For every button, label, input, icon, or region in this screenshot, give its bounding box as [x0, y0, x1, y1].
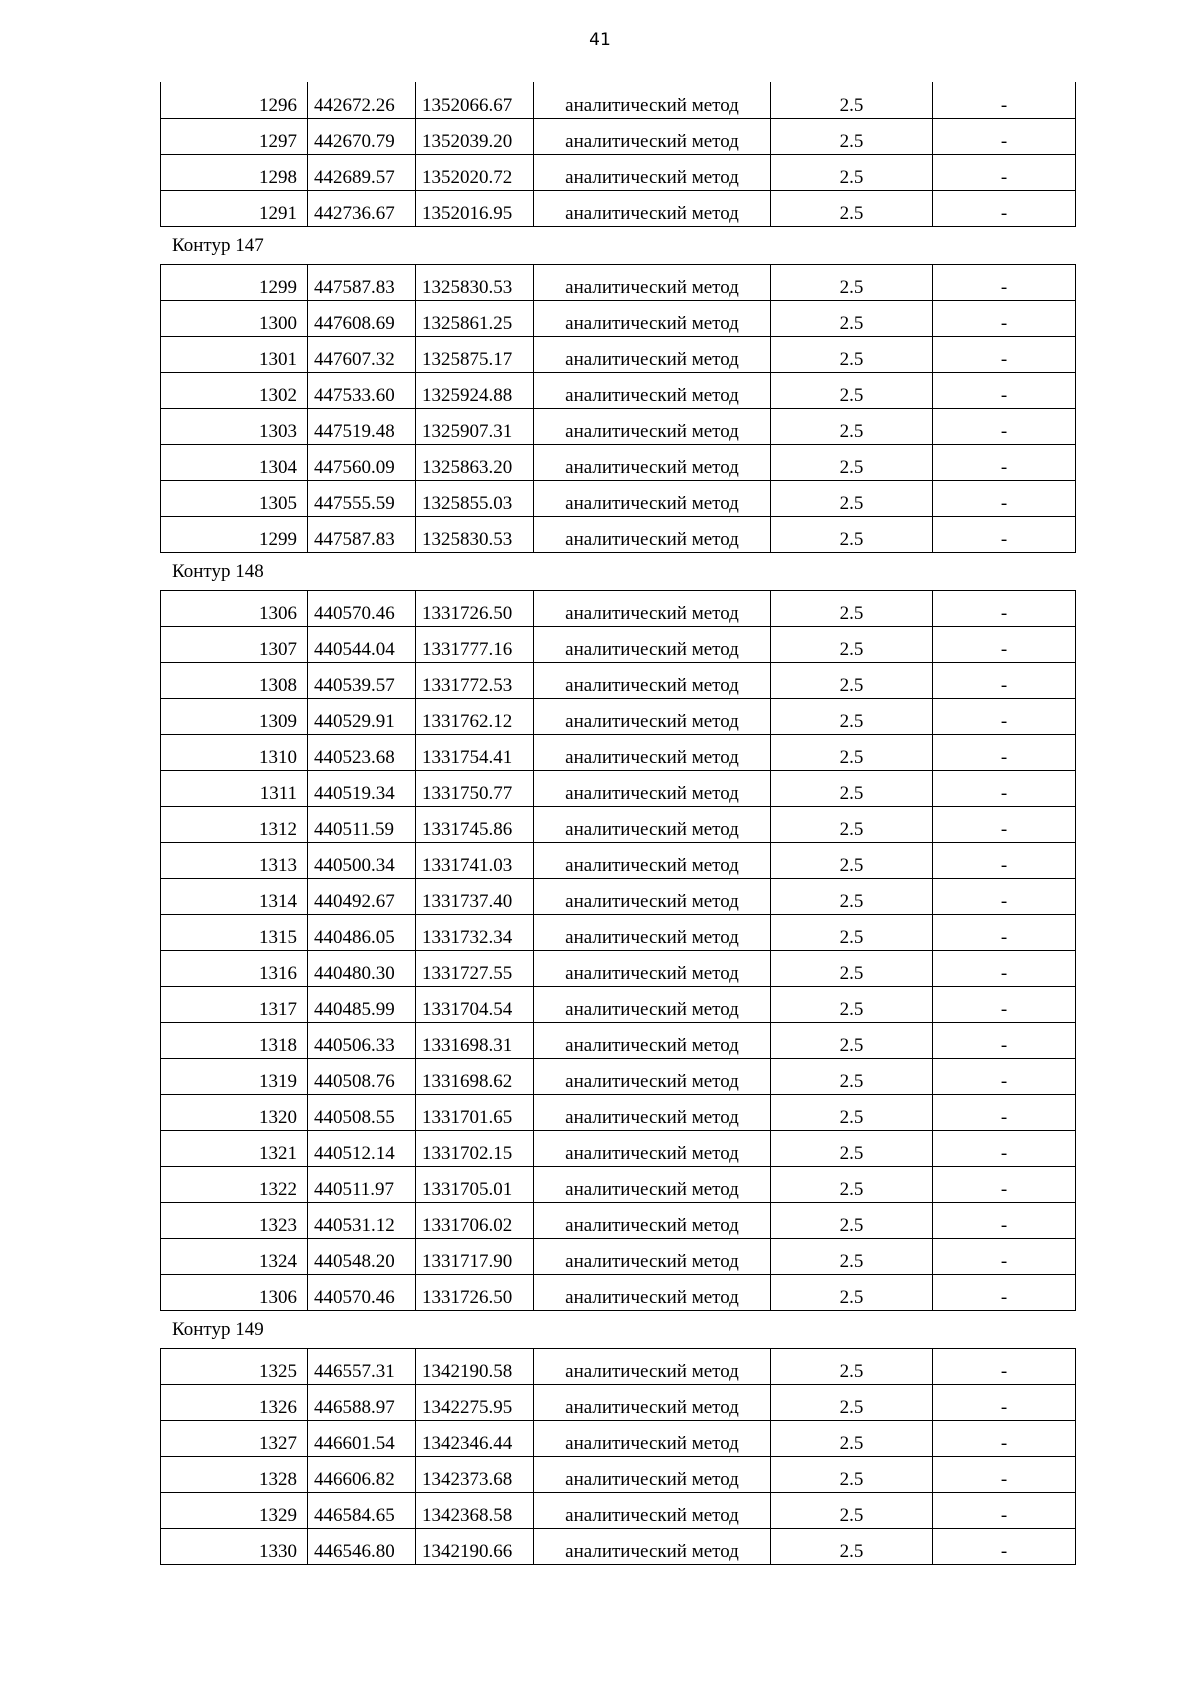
point-number-cell: 1296: [161, 82, 308, 118]
point-number-cell: 1329: [161, 1492, 308, 1528]
point-number-cell: 1306: [161, 590, 308, 626]
accuracy-cell: 2.5: [771, 118, 933, 154]
description-cell: -: [933, 914, 1076, 950]
y-coordinate-cell: 1331750.77: [416, 770, 534, 806]
table-row: [161, 1456, 1076, 1492]
table-row: [161, 806, 1076, 842]
y-coordinate-cell: 1342275.95: [416, 1384, 534, 1420]
y-coordinate-cell: 1352039.20: [416, 118, 534, 154]
y-coordinate-cell: 1325924.88: [416, 372, 534, 408]
description-cell: -: [933, 516, 1076, 552]
description-cell: -: [933, 1348, 1076, 1384]
contour-coordinates-table: [160, 590, 1076, 1311]
y-coordinate-cell: 1325907.31: [416, 408, 534, 444]
accuracy-cell: 2.5: [771, 300, 933, 336]
method-cell: аналитический метод: [534, 950, 771, 986]
point-number-cell: 1321: [161, 1130, 308, 1166]
description-cell: -: [933, 986, 1076, 1022]
x-coordinate-cell: 447560.09: [308, 444, 416, 480]
method-cell: аналитический метод: [534, 336, 771, 372]
table-row: [161, 1274, 1076, 1310]
accuracy-cell: 2.5: [771, 1528, 933, 1564]
point-number-cell: 1302: [161, 372, 308, 408]
x-coordinate-cell: 440570.46: [308, 1274, 416, 1310]
x-coordinate-cell: 446584.65: [308, 1492, 416, 1528]
accuracy-cell: 2.5: [771, 264, 933, 300]
description-cell: -: [933, 154, 1076, 190]
method-cell: аналитический метод: [534, 300, 771, 336]
accuracy-cell: 2.5: [771, 1166, 933, 1202]
description-cell: -: [933, 444, 1076, 480]
accuracy-cell: 2.5: [771, 806, 933, 842]
x-coordinate-cell: 446601.54: [308, 1420, 416, 1456]
method-cell: аналитический метод: [534, 734, 771, 770]
method-cell: аналитический метод: [534, 190, 771, 226]
contour-coordinates-table: [160, 1348, 1076, 1565]
table-row: [161, 1022, 1076, 1058]
table-row: [161, 914, 1076, 950]
accuracy-cell: 2.5: [771, 626, 933, 662]
method-cell: аналитический метод: [534, 444, 771, 480]
y-coordinate-cell: 1352016.95: [416, 190, 534, 226]
y-coordinate-cell: 1331741.03: [416, 842, 534, 878]
point-number-cell: 1327: [161, 1420, 308, 1456]
method-cell: аналитический метод: [534, 1130, 771, 1166]
table-row: [161, 480, 1076, 516]
description-cell: -: [933, 190, 1076, 226]
accuracy-cell: 2.5: [771, 986, 933, 1022]
accuracy-cell: 2.5: [771, 336, 933, 372]
description-cell: -: [933, 336, 1076, 372]
table-row: [161, 1166, 1076, 1202]
method-cell: аналитический метод: [534, 82, 771, 118]
point-number-cell: 1315: [161, 914, 308, 950]
x-coordinate-cell: 440508.76: [308, 1058, 416, 1094]
description-cell: -: [933, 1202, 1076, 1238]
description-cell: -: [933, 806, 1076, 842]
description-cell: -: [933, 408, 1076, 444]
y-coordinate-cell: 1352066.67: [416, 82, 534, 118]
table-row: [161, 154, 1076, 190]
table-row: [161, 190, 1076, 226]
x-coordinate-cell: 440529.91: [308, 698, 416, 734]
point-number-cell: 1323: [161, 1202, 308, 1238]
accuracy-cell: 2.5: [771, 82, 933, 118]
y-coordinate-cell: 1325855.03: [416, 480, 534, 516]
y-coordinate-cell: 1325875.17: [416, 336, 534, 372]
x-coordinate-cell: 440480.30: [308, 950, 416, 986]
x-coordinate-cell: 442689.57: [308, 154, 416, 190]
method-cell: аналитический метод: [534, 662, 771, 698]
table-row: [161, 662, 1076, 698]
point-number-cell: 1325: [161, 1348, 308, 1384]
description-cell: -: [933, 1492, 1076, 1528]
y-coordinate-cell: 1331745.86: [416, 806, 534, 842]
accuracy-cell: 2.5: [771, 1456, 933, 1492]
x-coordinate-cell: 446557.31: [308, 1348, 416, 1384]
description-cell: -: [933, 950, 1076, 986]
x-coordinate-cell: 440485.99: [308, 986, 416, 1022]
accuracy-cell: 2.5: [771, 950, 933, 986]
table-row: [161, 770, 1076, 806]
x-coordinate-cell: 440519.34: [308, 770, 416, 806]
description-cell: -: [933, 698, 1076, 734]
table-row: [161, 590, 1076, 626]
table-row: [161, 1238, 1076, 1274]
method-cell: аналитический метод: [534, 480, 771, 516]
y-coordinate-cell: 1331727.55: [416, 950, 534, 986]
point-number-cell: 1305: [161, 480, 308, 516]
method-cell: аналитический метод: [534, 1420, 771, 1456]
x-coordinate-cell: 440511.59: [308, 806, 416, 842]
accuracy-cell: 2.5: [771, 408, 933, 444]
point-number-cell: 1312: [161, 806, 308, 842]
point-number-cell: 1322: [161, 1166, 308, 1202]
method-cell: аналитический метод: [534, 986, 771, 1022]
point-number-cell: 1311: [161, 770, 308, 806]
description-cell: -: [933, 118, 1076, 154]
description-cell: -: [933, 1166, 1076, 1202]
y-coordinate-cell: 1342190.58: [416, 1348, 534, 1384]
point-number-cell: 1328: [161, 1456, 308, 1492]
x-coordinate-cell: 447608.69: [308, 300, 416, 336]
method-cell: аналитический метод: [534, 626, 771, 662]
y-coordinate-cell: 1325830.53: [416, 264, 534, 300]
page-number: 41: [589, 30, 611, 50]
description-cell: -: [933, 1058, 1076, 1094]
y-coordinate-cell: 1342368.58: [416, 1492, 534, 1528]
method-cell: аналитический метод: [534, 118, 771, 154]
table-row: [161, 734, 1076, 770]
accuracy-cell: 2.5: [771, 662, 933, 698]
table-row: [161, 1384, 1076, 1420]
table-row: [161, 1348, 1076, 1384]
x-coordinate-cell: 446606.82: [308, 1456, 416, 1492]
point-number-cell: 1313: [161, 842, 308, 878]
description-cell: -: [933, 590, 1076, 626]
x-coordinate-cell: 440508.55: [308, 1094, 416, 1130]
continued-coordinates-table: [160, 82, 1076, 227]
x-coordinate-cell: 447587.83: [308, 264, 416, 300]
accuracy-cell: 2.5: [771, 154, 933, 190]
accuracy-cell: 2.5: [771, 516, 933, 552]
point-number-cell: 1316: [161, 950, 308, 986]
point-number-cell: 1299: [161, 264, 308, 300]
x-coordinate-cell: 440539.57: [308, 662, 416, 698]
accuracy-cell: 2.5: [771, 914, 933, 950]
method-cell: аналитический метод: [534, 264, 771, 300]
coordinates-document: [160, 82, 1075, 1565]
method-cell: аналитический метод: [534, 154, 771, 190]
point-number-cell: 1304: [161, 444, 308, 480]
y-coordinate-cell: 1325863.20: [416, 444, 534, 480]
method-cell: аналитический метод: [534, 1058, 771, 1094]
description-cell: -: [933, 662, 1076, 698]
table-row: [161, 1528, 1076, 1564]
table-row: [161, 1130, 1076, 1166]
x-coordinate-cell: 440506.33: [308, 1022, 416, 1058]
method-cell: аналитический метод: [534, 1274, 771, 1310]
y-coordinate-cell: 1331772.53: [416, 662, 534, 698]
method-cell: аналитический метод: [534, 1238, 771, 1274]
accuracy-cell: 2.5: [771, 480, 933, 516]
accuracy-cell: 2.5: [771, 1022, 933, 1058]
x-coordinate-cell: 446546.80: [308, 1528, 416, 1564]
x-coordinate-cell: 440500.34: [308, 842, 416, 878]
method-cell: аналитический метод: [534, 1022, 771, 1058]
table-row: [161, 1492, 1076, 1528]
method-cell: аналитический метод: [534, 590, 771, 626]
accuracy-cell: 2.5: [771, 372, 933, 408]
point-number-cell: 1330: [161, 1528, 308, 1564]
method-cell: аналитический метод: [534, 698, 771, 734]
accuracy-cell: 2.5: [771, 698, 933, 734]
y-coordinate-cell: 1331717.90: [416, 1238, 534, 1274]
x-coordinate-cell: 440512.14: [308, 1130, 416, 1166]
y-coordinate-cell: 1331726.50: [416, 590, 534, 626]
y-coordinate-cell: 1331777.16: [416, 626, 534, 662]
x-coordinate-cell: 440486.05: [308, 914, 416, 950]
y-coordinate-cell: 1331701.65: [416, 1094, 534, 1130]
table-row: [161, 1094, 1076, 1130]
accuracy-cell: 2.5: [771, 1094, 933, 1130]
x-coordinate-cell: 442672.26: [308, 82, 416, 118]
point-number-cell: 1317: [161, 986, 308, 1022]
table-row: [161, 698, 1076, 734]
description-cell: -: [933, 1384, 1076, 1420]
x-coordinate-cell: 447533.60: [308, 372, 416, 408]
accuracy-cell: 2.5: [771, 444, 933, 480]
x-coordinate-cell: 440544.04: [308, 626, 416, 662]
x-coordinate-cell: 440511.97: [308, 1166, 416, 1202]
accuracy-cell: 2.5: [771, 878, 933, 914]
method-cell: аналитический метод: [534, 878, 771, 914]
y-coordinate-cell: 1331754.41: [416, 734, 534, 770]
description-cell: -: [933, 734, 1076, 770]
point-number-cell: 1326: [161, 1384, 308, 1420]
y-coordinate-cell: 1331705.01: [416, 1166, 534, 1202]
contour-label: Контур 147: [172, 234, 264, 256]
method-cell: аналитический метод: [534, 770, 771, 806]
method-cell: аналитический метод: [534, 372, 771, 408]
method-cell: аналитический метод: [534, 1094, 771, 1130]
y-coordinate-cell: 1331698.62: [416, 1058, 534, 1094]
x-coordinate-cell: 447519.48: [308, 408, 416, 444]
point-number-cell: 1291: [161, 190, 308, 226]
table-row: [161, 626, 1076, 662]
accuracy-cell: 2.5: [771, 1348, 933, 1384]
table-row: [161, 950, 1076, 986]
x-coordinate-cell: 446588.97: [308, 1384, 416, 1420]
description-cell: -: [933, 480, 1076, 516]
table-row: [161, 842, 1076, 878]
x-coordinate-cell: 440548.20: [308, 1238, 416, 1274]
point-number-cell: 1301: [161, 336, 308, 372]
accuracy-cell: 2.5: [771, 734, 933, 770]
y-coordinate-cell: 1331726.50: [416, 1274, 534, 1310]
point-number-cell: 1307: [161, 626, 308, 662]
accuracy-cell: 2.5: [771, 770, 933, 806]
y-coordinate-cell: 1325861.25: [416, 300, 534, 336]
point-number-cell: 1314: [161, 878, 308, 914]
x-coordinate-cell: 447555.59: [308, 480, 416, 516]
description-cell: -: [933, 1130, 1076, 1166]
method-cell: аналитический метод: [534, 408, 771, 444]
y-coordinate-cell: 1342190.66: [416, 1528, 534, 1564]
method-cell: аналитический метод: [534, 806, 771, 842]
table-row: [161, 986, 1076, 1022]
point-number-cell: 1309: [161, 698, 308, 734]
accuracy-cell: 2.5: [771, 190, 933, 226]
accuracy-cell: 2.5: [771, 1202, 933, 1238]
y-coordinate-cell: 1331698.31: [416, 1022, 534, 1058]
method-cell: аналитический метод: [534, 1528, 771, 1564]
description-cell: -: [933, 82, 1076, 118]
description-cell: -: [933, 1274, 1076, 1310]
x-coordinate-cell: 447587.83: [308, 516, 416, 552]
method-cell: аналитический метод: [534, 914, 771, 950]
y-coordinate-cell: 1331704.54: [416, 986, 534, 1022]
point-number-cell: 1320: [161, 1094, 308, 1130]
accuracy-cell: 2.5: [771, 1384, 933, 1420]
y-coordinate-cell: 1342373.68: [416, 1456, 534, 1492]
x-coordinate-cell: 440492.67: [308, 878, 416, 914]
table-row: [161, 300, 1076, 336]
description-cell: -: [933, 878, 1076, 914]
accuracy-cell: 2.5: [771, 1238, 933, 1274]
x-coordinate-cell: 442736.67: [308, 190, 416, 226]
x-coordinate-cell: 442670.79: [308, 118, 416, 154]
point-number-cell: 1324: [161, 1238, 308, 1274]
y-coordinate-cell: 1325830.53: [416, 516, 534, 552]
table-row: [161, 1420, 1076, 1456]
point-number-cell: 1310: [161, 734, 308, 770]
method-cell: аналитический метод: [534, 1202, 771, 1238]
accuracy-cell: 2.5: [771, 842, 933, 878]
description-cell: -: [933, 842, 1076, 878]
point-number-cell: 1300: [161, 300, 308, 336]
point-number-cell: 1303: [161, 408, 308, 444]
table-row: [161, 264, 1076, 300]
method-cell: аналитический метод: [534, 1384, 771, 1420]
y-coordinate-cell: 1331762.12: [416, 698, 534, 734]
x-coordinate-cell: 440523.68: [308, 734, 416, 770]
y-coordinate-cell: 1331732.34: [416, 914, 534, 950]
y-coordinate-cell: 1352020.72: [416, 154, 534, 190]
accuracy-cell: 2.5: [771, 590, 933, 626]
method-cell: аналитический метод: [534, 516, 771, 552]
y-coordinate-cell: 1331737.40: [416, 878, 534, 914]
method-cell: аналитический метод: [534, 1492, 771, 1528]
point-number-cell: 1298: [161, 154, 308, 190]
description-cell: -: [933, 300, 1076, 336]
table-row: [161, 516, 1076, 552]
point-number-cell: 1299: [161, 516, 308, 552]
contour-label: Контур 149: [172, 1318, 264, 1340]
table-row: [161, 1058, 1076, 1094]
method-cell: аналитический метод: [534, 842, 771, 878]
point-number-cell: 1319: [161, 1058, 308, 1094]
description-cell: -: [933, 1022, 1076, 1058]
description-cell: -: [933, 1238, 1076, 1274]
description-cell: -: [933, 770, 1076, 806]
description-cell: -: [933, 1456, 1076, 1492]
table-row: [161, 1202, 1076, 1238]
y-coordinate-cell: 1331706.02: [416, 1202, 534, 1238]
description-cell: -: [933, 264, 1076, 300]
description-cell: -: [933, 372, 1076, 408]
method-cell: аналитический метод: [534, 1456, 771, 1492]
x-coordinate-cell: 440531.12: [308, 1202, 416, 1238]
y-coordinate-cell: 1331702.15: [416, 1130, 534, 1166]
method-cell: аналитический метод: [534, 1166, 771, 1202]
table-row: [161, 336, 1076, 372]
description-cell: -: [933, 1420, 1076, 1456]
accuracy-cell: 2.5: [771, 1420, 933, 1456]
point-number-cell: 1306: [161, 1274, 308, 1310]
accuracy-cell: 2.5: [771, 1492, 933, 1528]
table-row: [161, 408, 1076, 444]
method-cell: аналитический метод: [534, 1348, 771, 1384]
point-number-cell: 1308: [161, 662, 308, 698]
description-cell: -: [933, 1528, 1076, 1564]
y-coordinate-cell: 1342346.44: [416, 1420, 534, 1456]
point-number-cell: 1297: [161, 118, 308, 154]
x-coordinate-cell: 447607.32: [308, 336, 416, 372]
contour-coordinates-table: [160, 264, 1076, 553]
table-row: [161, 444, 1076, 480]
table-row: [161, 82, 1076, 118]
x-coordinate-cell: 440570.46: [308, 590, 416, 626]
point-number-cell: 1318: [161, 1022, 308, 1058]
description-cell: -: [933, 626, 1076, 662]
contour-label: Контур 148: [172, 560, 264, 582]
table-row: [161, 878, 1076, 914]
table-row: [161, 118, 1076, 154]
description-cell: -: [933, 1094, 1076, 1130]
accuracy-cell: 2.5: [771, 1274, 933, 1310]
accuracy-cell: 2.5: [771, 1058, 933, 1094]
table-row: [161, 372, 1076, 408]
accuracy-cell: 2.5: [771, 1130, 933, 1166]
